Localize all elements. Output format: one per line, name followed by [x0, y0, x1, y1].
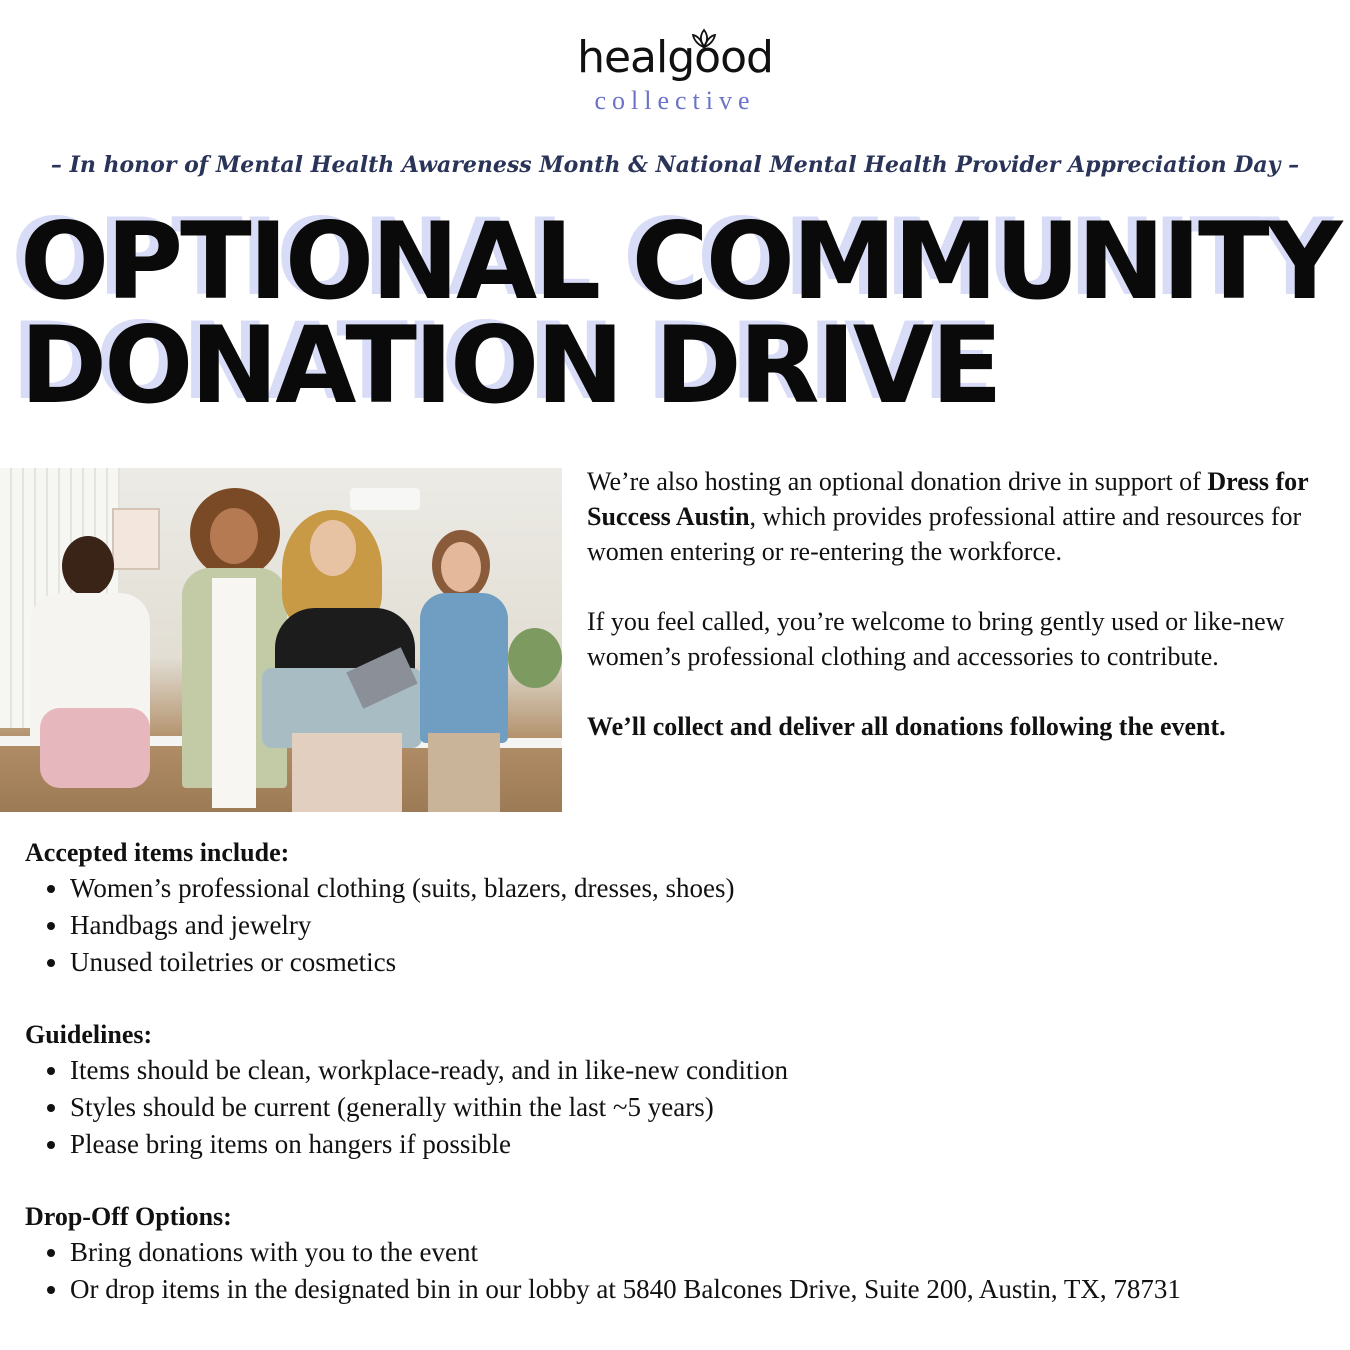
group-photo: [0, 468, 562, 812]
intro-text: [587, 464, 1327, 744]
intro-paragraph-2: If you feel called, you’re welcome to bring gently used or like-new women’s professional clothing and accessories to contribute.: [587, 607, 1285, 671]
list-item: • Women’s professional clothing (suits, blazers, dresses, shoes): [70, 870, 1335, 907]
list-item: • Please bring items on hangers if possible: [70, 1126, 1335, 1163]
organization-name: Dress for Success Austin: [587, 467, 1309, 531]
guidelines-section: [25, 1018, 1335, 1163]
intro-paragraph-3: We’ll collect and deliver all donations following the event.: [587, 712, 1226, 741]
intro-paragraph-1: [587, 464, 1327, 569]
logo-subtitle: collective: [594, 86, 756, 115]
info-sections: [25, 836, 1335, 1345]
title-line-1: OPTIONAL COMMUNITY: [20, 200, 1340, 323]
intro-p1-text-end: , which provides professional attire and resources for women entering or re-entering the workforce.: [587, 502, 1302, 566]
logo-wordmark: [577, 32, 773, 84]
section-heading: Accepted items include:: [25, 838, 290, 867]
logo: [0, 32, 1350, 116]
bullet-list: [25, 1052, 1335, 1163]
page-title: [20, 200, 1350, 427]
list-item: • Bring donations with you to the event: [70, 1234, 1335, 1271]
dropoff-section: [25, 1200, 1335, 1308]
list-item: • Items should be clean, workplace-ready, and in like-new condition: [70, 1052, 1335, 1089]
list-item: • Or drop items in the designated bin in our lobby at 5840 Balcones Drive, Suite 200, Austin, TX, 78731: [70, 1271, 1335, 1308]
section-heading: Guidelines:: [25, 1020, 153, 1049]
lotus-icon: [689, 28, 719, 50]
list-item: • Handbags and jewelry: [70, 907, 1335, 944]
intro-p1-text: We’re also hosting an optional donation drive in support of: [587, 467, 1208, 496]
bullet-list: [25, 1234, 1335, 1308]
list-item: • Styles should be current (generally within the last ~5 years): [70, 1089, 1335, 1126]
bullet-list: [25, 870, 1335, 981]
section-heading: Drop-Off Options:: [25, 1202, 232, 1231]
title-line-2: DONATION DRIVE: [20, 304, 1000, 427]
list-item: • Unused toiletries or cosmetics: [70, 944, 1335, 981]
honor-line: – In honor of Mental Health Awareness Month & National Mental Health Provider Appreciation Day –: [50, 152, 1300, 178]
logo-word-text: healgood: [577, 32, 773, 83]
accepted-items-section: [25, 836, 1335, 981]
